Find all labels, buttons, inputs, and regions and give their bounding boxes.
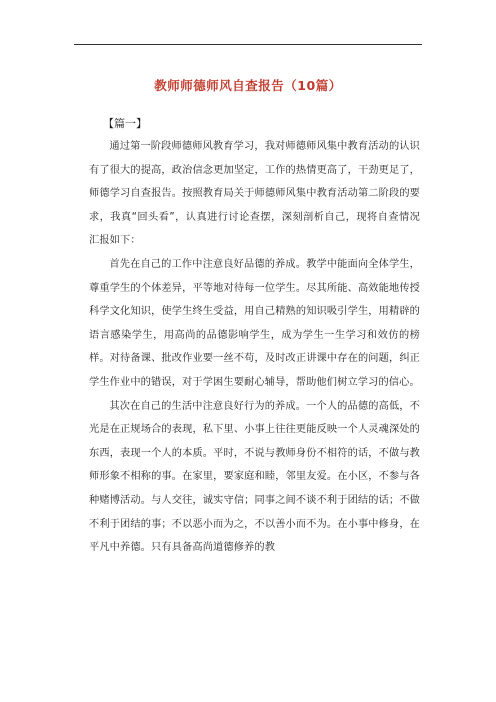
section-label: 【篇一】 bbox=[103, 117, 147, 130]
document-title: 教师师德师风自查报告（10篇） bbox=[154, 78, 342, 93]
paragraph-3: 其次在自己的生活中注意良好行为的养成。一个人的品德的高低，不光是在正规场合的表现，私下里、小事上往往更能反映一个人灵魂深处的东西，表现一个人的本质。平时，不说与教师身份不相符的话，不做与教师形象不相称的事。在家里，要家庭和睦，邻里友爱。在小区，不参与各种赌博活动。与人交往，诚实守信；同事之间不谈不利于团结的话；不做不利于团结的事；不以恶小而为之，不以善小而不为。在小事中修身，在平凡中养德。只有具备高尚道德修养的教 bbox=[89, 400, 420, 554]
paragraph-1: 通过第一阶段师德师风教育学习，我对师德师风集中教育活动的认识有了很大的提高，政治信念更加坚定，工作的热情更高了，干劲更足了，师德学习自查报告。按照教育局关于师德师风集中教育活动第二阶段的要求，我真“回头看”，认真进行讨论查摆，深刻剖析自己，现将自查情况汇报如下： bbox=[89, 141, 420, 247]
document-body bbox=[89, 135, 420, 560]
header-rule bbox=[74, 44, 422, 45]
paragraph-2: 首先在自己的工作中注意良好品德的养成。教学中能面向全体学生，尊重学生的个体差异，平等地对待每一位学生。尽其所能、高效能地传授科学文化知识，使学生终生受益，用自己精熟的知识吸引学生，用精辟的语言感染学生，用高尚的品德影响学生，成为学生一生学习和效仿的榜样。对待备课、批改作业要一丝不苟，及时改正讲课中存在的问题，纠正学生作业中的错误，对于学困生要耐心辅导，帮助他们树立学习的信心。 bbox=[89, 258, 420, 388]
